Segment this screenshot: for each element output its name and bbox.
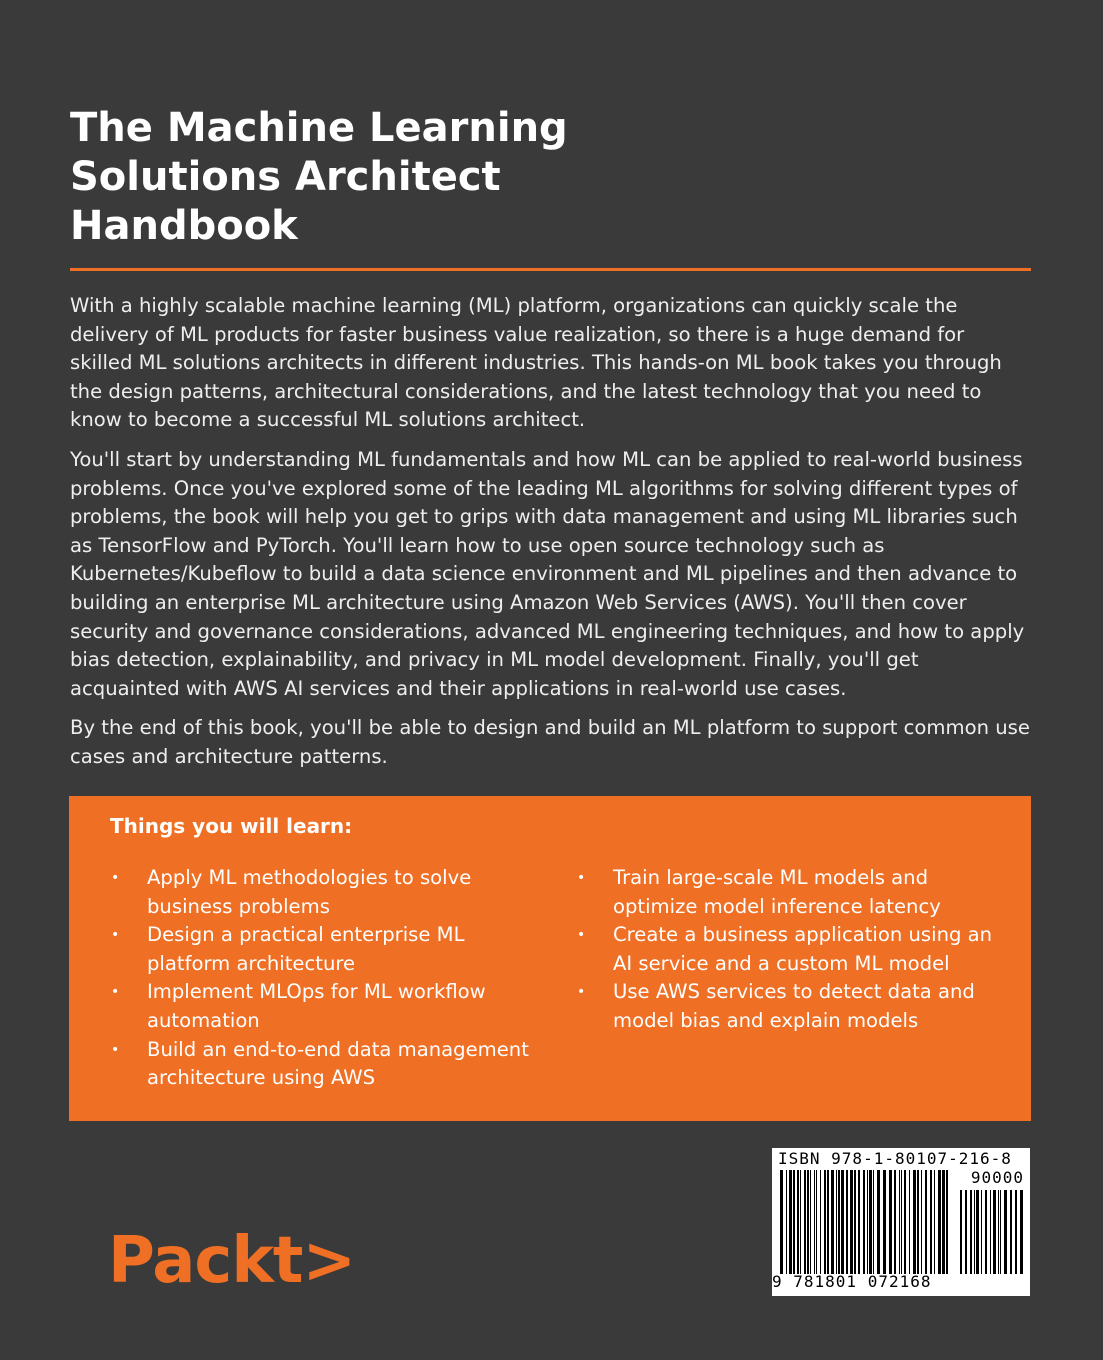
description-paragraph-1: With a highly scalable machine learning (ML) platform, organizations can quickly scale the delivery of ML products for faster business value realization, so there is a huge demand for skilled ML solutions architects in different industries. This hands-on ML book takes you through the design patterns, architectural considerations, and the latest technology that you need to know to become a successful ML solutions architect. bbox=[70, 294, 1002, 432]
barcode-bar bbox=[942, 1170, 945, 1274]
bullet-icon: • bbox=[111, 1041, 120, 1058]
barcode-bar bbox=[807, 1170, 809, 1274]
barcode-bar bbox=[873, 1170, 874, 1274]
isbn-text: ISBN 978-1-80107-216-8 bbox=[778, 1149, 1012, 1168]
barcode-bar bbox=[889, 1170, 892, 1274]
barcode-bar bbox=[965, 1190, 967, 1274]
bullet-icon: • bbox=[111, 984, 120, 1001]
barcode-bar bbox=[858, 1170, 860, 1274]
barcode-bar bbox=[786, 1170, 787, 1274]
barcode-bar bbox=[1015, 1190, 1017, 1274]
barcode-bar bbox=[976, 1190, 979, 1274]
barcode-bars bbox=[780, 1170, 950, 1274]
barcode-bar bbox=[909, 1170, 910, 1274]
barcode-addon-bars bbox=[960, 1190, 1024, 1274]
learn-item: • Create a business application using an AI service and a custom ML model bbox=[577, 923, 993, 975]
barcode-bar bbox=[904, 1170, 906, 1274]
learn-list-left bbox=[109, 864, 539, 1093]
barcode-bar bbox=[974, 1190, 975, 1274]
learn-box bbox=[69, 796, 1031, 1121]
description-paragraph-3: By the end of this book, you'll be able to design and build an ML platform to support common use cases and architecture patterns. bbox=[70, 716, 1030, 768]
barcode-bar bbox=[797, 1170, 799, 1274]
barcode-bar bbox=[998, 1190, 999, 1274]
barcode-bar bbox=[804, 1170, 806, 1274]
barcode-bar bbox=[800, 1170, 801, 1274]
barcode-bar bbox=[789, 1170, 792, 1274]
barcode-bar bbox=[925, 1170, 927, 1274]
learn-item: • Build an end-to-end data management architecture using AWS bbox=[111, 1037, 529, 1090]
barcode-bar bbox=[1000, 1190, 1001, 1274]
barcode-bar bbox=[985, 1190, 987, 1274]
barcode-bar bbox=[869, 1170, 872, 1274]
learn-item: • Apply ML methodologies to solve business problems bbox=[111, 866, 472, 918]
barcode-bar bbox=[913, 1170, 916, 1274]
barcode-bar bbox=[960, 1190, 962, 1274]
barcode-bar bbox=[946, 1170, 948, 1274]
barcode-bar bbox=[810, 1170, 811, 1274]
learn-heading: Things you will learn: bbox=[110, 814, 353, 838]
barcode-bar bbox=[901, 1170, 902, 1274]
barcode-bar bbox=[867, 1170, 868, 1274]
barcode-bar bbox=[970, 1190, 972, 1274]
barcode-bar bbox=[780, 1170, 783, 1274]
barcode-bar bbox=[850, 1170, 853, 1274]
packt-logo: Packt> bbox=[108, 1224, 356, 1298]
learn-item: • Implement MLOps for ML workflow automation bbox=[111, 980, 486, 1032]
barcode-bar bbox=[1010, 1190, 1012, 1274]
title-line-2: Solutions Architect bbox=[70, 154, 501, 200]
barcode-bar bbox=[838, 1170, 840, 1274]
learn-item: • Use AWS services to detect data and model bias and explain models bbox=[577, 980, 975, 1032]
bullet-icon: • bbox=[577, 870, 586, 886]
barcode-bar bbox=[820, 1170, 821, 1274]
barcode-bar bbox=[981, 1190, 982, 1274]
isbn-barcode bbox=[772, 1148, 1030, 1296]
barcode-bar bbox=[894, 1170, 896, 1274]
barcode-bar bbox=[824, 1170, 826, 1274]
book-title bbox=[70, 104, 670, 251]
title-line-3: Handbook bbox=[70, 203, 298, 249]
description-paragraph-2: You'll start by understanding ML fundamentals and how ML can be applied to real-world business problems. Once you've explored some of the leading ML algorithms for solving different types of problems, the book will help you get to grips with data management and using ML libraries such as TensorFlow and PyTorch. You'll learn how to use open source technology such as Kubernetes/Kubeflow to build a data science environment and ML pipelines and then advance to building an enterprise ML architecture using Amazon Web Services (AWS). You'll then cover security and governance considerations, advanced ML engineering techniques, and how to apply bias detection, explainability, and privacy in ML model development. Finally, you'll get acquainted with AWS AI services and their applications in real-world use cases. bbox=[70, 447, 1025, 700]
description bbox=[70, 292, 1032, 783]
barcode-bar bbox=[938, 1170, 941, 1274]
barcode-bar bbox=[846, 1170, 848, 1274]
barcode-bar bbox=[917, 1170, 919, 1274]
barcode-bar bbox=[831, 1170, 834, 1274]
learn-list-right bbox=[575, 864, 995, 1036]
barcode-bar bbox=[793, 1170, 795, 1274]
barcode-bar bbox=[899, 1170, 900, 1274]
price-code: 90000 bbox=[970, 1168, 1024, 1187]
barcode-bar bbox=[841, 1170, 844, 1274]
title-line-1: The Machine Learning bbox=[70, 105, 568, 151]
bullet-icon: • bbox=[577, 984, 586, 1001]
barcode-bar bbox=[883, 1170, 886, 1274]
bullet-icon: • bbox=[111, 927, 120, 944]
barcode-bar bbox=[990, 1190, 991, 1274]
barcode-bar bbox=[854, 1170, 856, 1274]
barcode-bar bbox=[863, 1170, 865, 1274]
barcode-bar bbox=[934, 1170, 935, 1274]
barcode-bar bbox=[836, 1170, 837, 1274]
title-divider bbox=[70, 268, 1031, 271]
barcode-bar bbox=[993, 1190, 996, 1274]
barcode-bar bbox=[877, 1170, 880, 1274]
barcode-bar bbox=[816, 1170, 817, 1274]
bullet-icon: • bbox=[111, 870, 120, 886]
barcode-bar bbox=[1004, 1190, 1007, 1274]
barcode-bar bbox=[814, 1170, 815, 1274]
barcode-number: 9 781801 072168 bbox=[772, 1272, 932, 1291]
learn-item: • Design a practical enterprise ML platform architecture bbox=[111, 923, 465, 975]
barcode-bar bbox=[921, 1170, 922, 1274]
barcode-bar bbox=[1020, 1190, 1023, 1274]
learn-item: • Train large-scale ML models and optimize model inference latency bbox=[577, 866, 941, 918]
barcode-bar bbox=[930, 1170, 932, 1274]
bullet-icon: • bbox=[577, 927, 586, 944]
barcode-bar bbox=[827, 1170, 829, 1274]
